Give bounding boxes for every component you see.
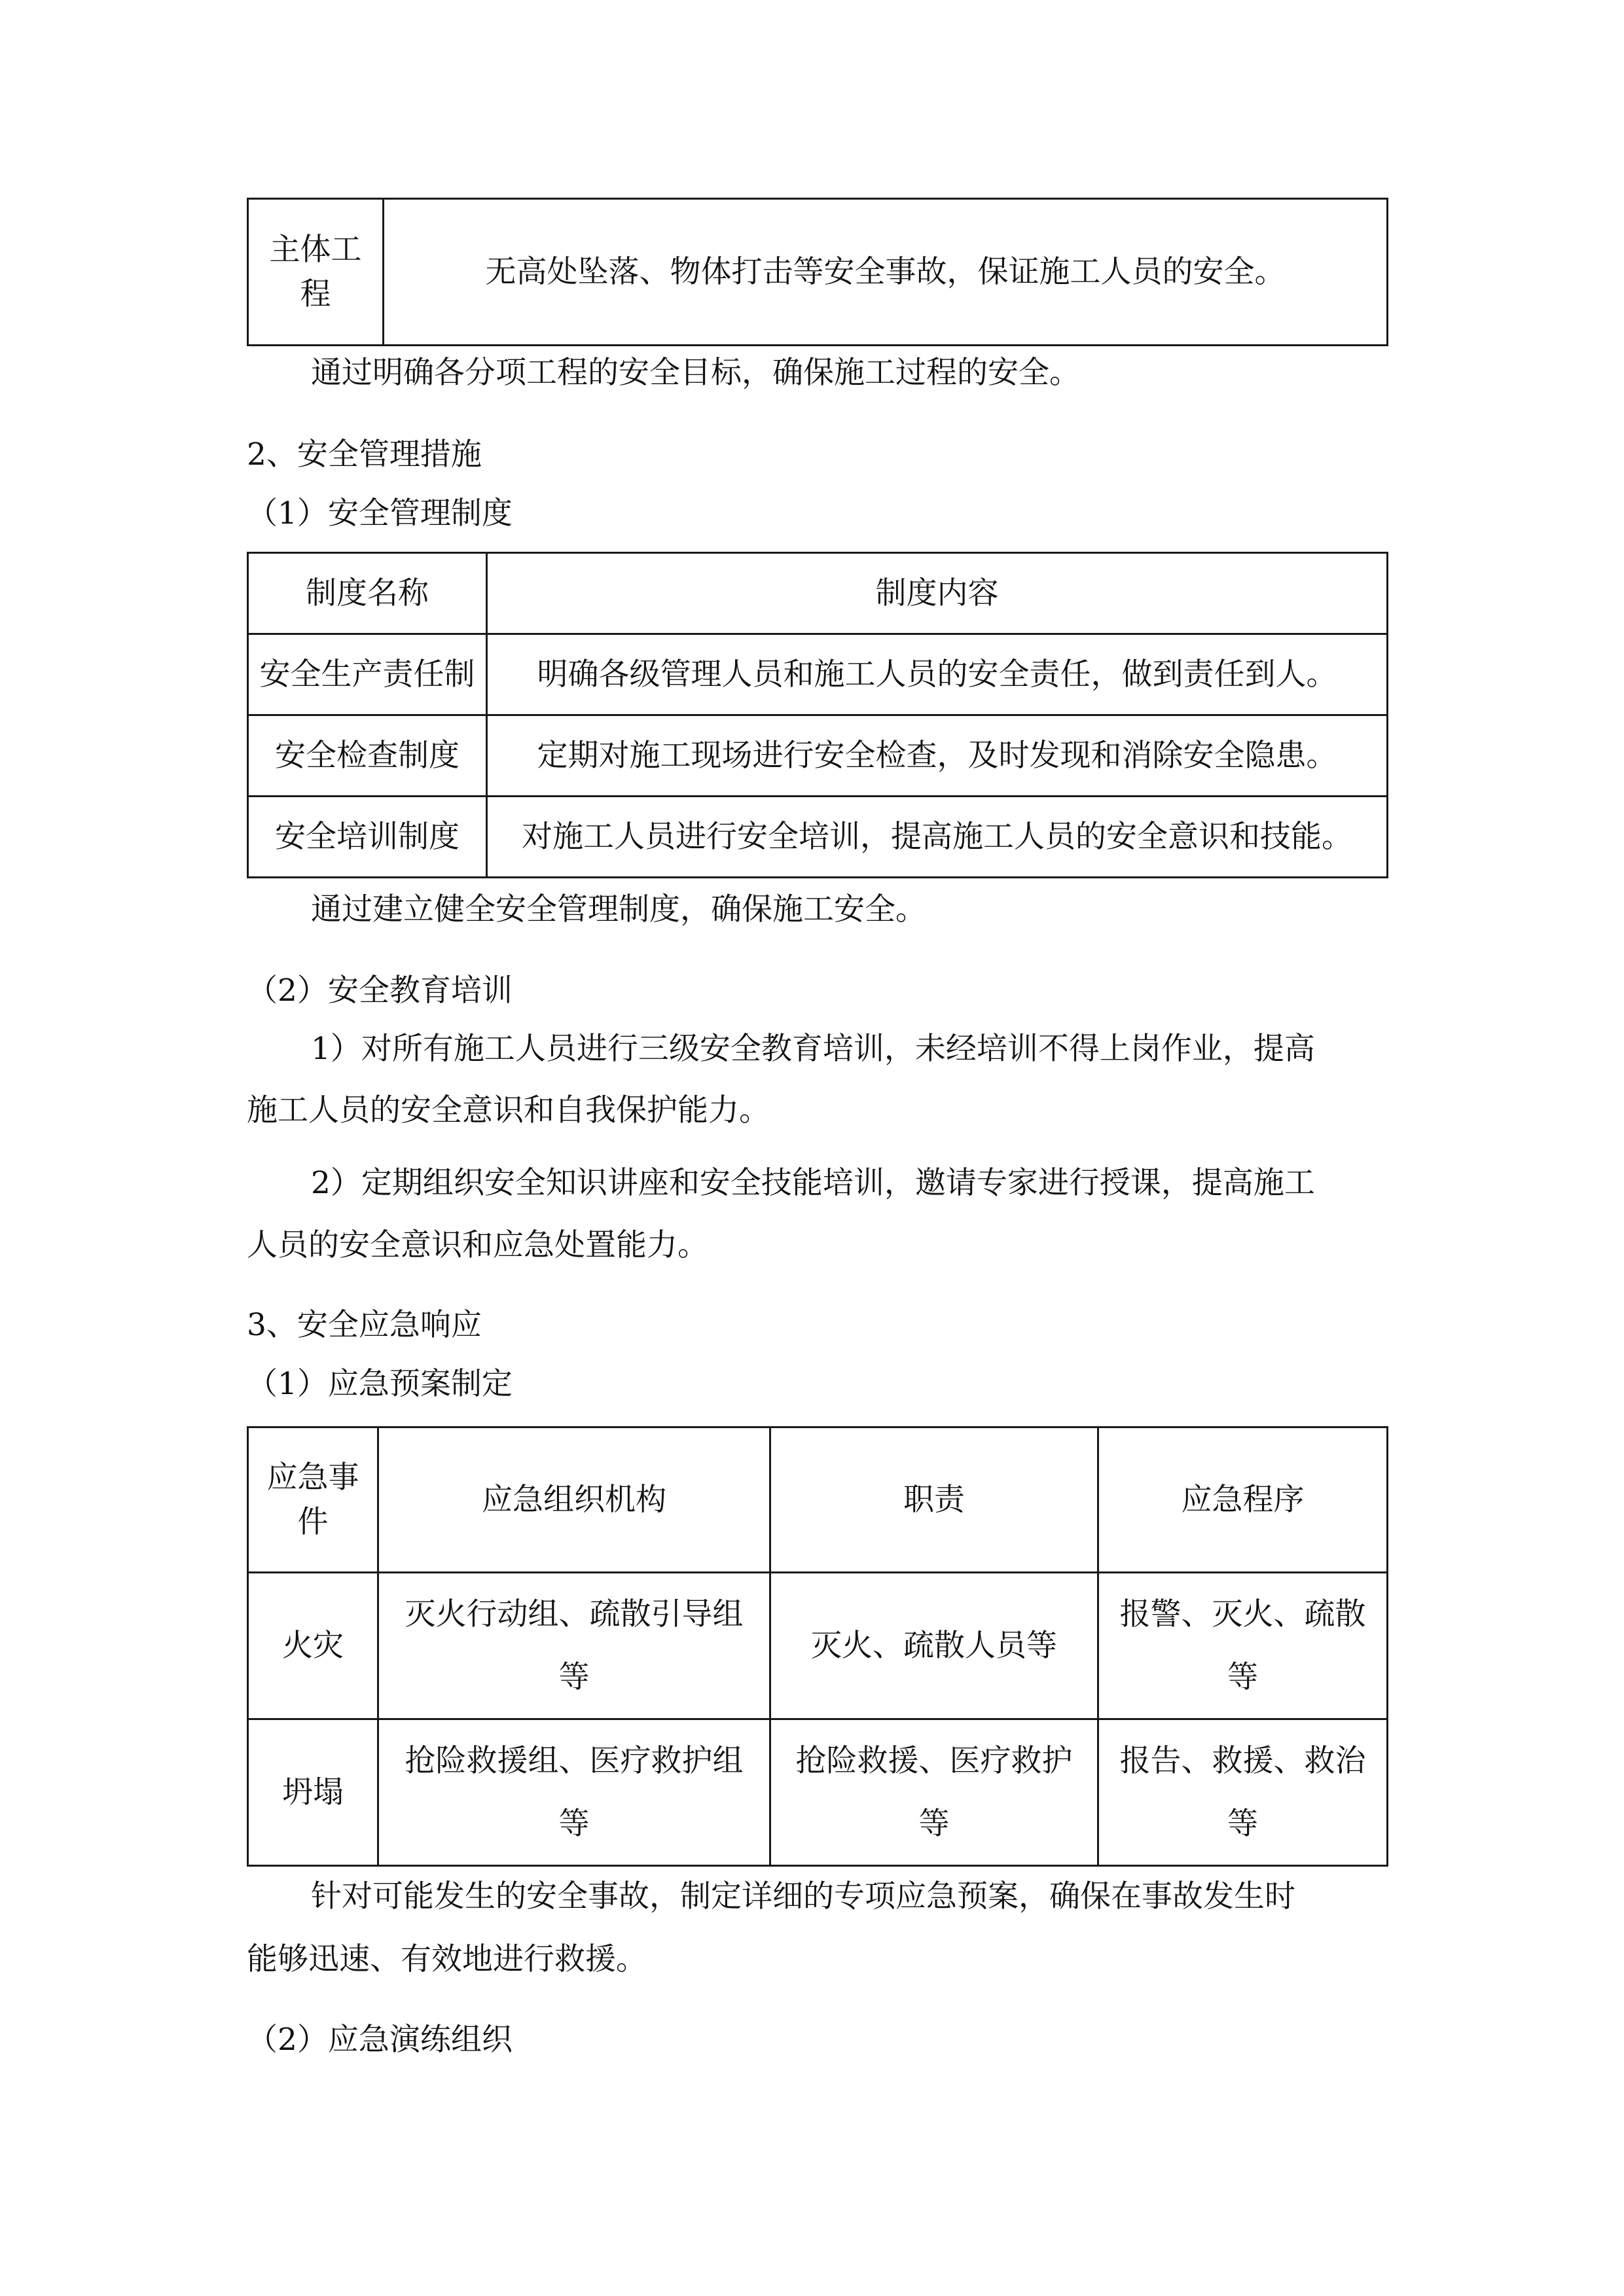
- table-cell: 火灾: [248, 1573, 378, 1719]
- table-cell: 灭火行动组、疏散引导组 等: [378, 1573, 770, 1719]
- table-header-row: [248, 1427, 1388, 1573]
- table-cell: 安全生产责任制: [248, 634, 487, 715]
- subsection-heading: （2）安全教育培训: [247, 973, 513, 1009]
- table-row: [248, 1719, 1388, 1866]
- table-cell: 安全检查制度: [248, 715, 487, 797]
- section-heading: 3、安全应急响应: [247, 1307, 482, 1343]
- system-table: [247, 552, 1388, 878]
- table-cell: 明确各级管理人员和施工人员的安全责任，做到责任到人。: [487, 634, 1388, 715]
- table-header-cell: 应急程序: [1098, 1427, 1388, 1573]
- table-header-cell: 应急组织机构: [378, 1427, 770, 1573]
- paragraph: 通过建立健全安全管理制度，确保施工安全。: [311, 891, 926, 927]
- target-table: [247, 198, 1388, 346]
- table-header-cell: 制度名称: [248, 553, 487, 634]
- subsection-heading: （1）安全管理制度: [247, 495, 513, 531]
- paragraph-line: 针对可能发生的安全事故，制定详细的专项应急预案，确保在事故发生时: [311, 1878, 1295, 1914]
- list-item-line: 2）定期组织安全知识讲座和安全技能培训，邀请专家进行授课，提高施工: [311, 1165, 1315, 1201]
- table-cell: 抢险救援组、医疗救护组 等: [378, 1719, 770, 1866]
- table-cell: 抢险救援、医疗救护 等: [770, 1719, 1098, 1866]
- table-cell: 灭火、疏散人员等: [770, 1573, 1098, 1719]
- table-cell: 对施工人员进行安全培训，提高施工人员的安全意识和技能。: [487, 797, 1388, 878]
- table-header-cell: 制度内容: [487, 553, 1388, 634]
- table-row: [248, 1573, 1388, 1719]
- emergency-table: [247, 1426, 1388, 1867]
- table-header-cell: 应急事 件: [248, 1427, 378, 1573]
- table-row: [248, 715, 1388, 797]
- paragraph: 通过明确各分项工程的安全目标，确保施工过程的安全。: [311, 355, 1080, 391]
- table-row: [248, 199, 1388, 346]
- section-heading: 2、安全管理措施: [247, 437, 482, 473]
- table-row: [248, 797, 1388, 878]
- subsection-heading: （1）应急预案制定: [247, 1366, 513, 1402]
- table-cell: 报警、灭火、疏散 等: [1098, 1573, 1388, 1719]
- table-row: [248, 634, 1388, 715]
- table-cell: 报告、救援、救治 等: [1098, 1719, 1388, 1866]
- list-item-line: 1）对所有施工人员进行三级安全教育培训，未经培训不得上岗作业，提高: [311, 1031, 1315, 1067]
- table-cell: 安全培训制度: [248, 797, 487, 878]
- list-item-line: 施工人员的安全意识和自我保护能力。: [247, 1092, 770, 1128]
- table-cell-content: 无高处坠落、物体打击等安全事故，保证施工人员的安全。: [384, 199, 1388, 346]
- table-header-cell: 职责: [770, 1427, 1098, 1573]
- list-item-line: 人员的安全意识和应急处置能力。: [247, 1227, 708, 1263]
- table-cell: 坍塌: [248, 1719, 378, 1866]
- subsection-heading: （2）应急演练组织: [247, 2022, 513, 2058]
- table-cell-label: 主体工 程: [248, 199, 384, 346]
- table-header-row: [248, 553, 1388, 634]
- table-cell: 定期对施工现场进行安全检查，及时发现和消除安全隐患。: [487, 715, 1388, 797]
- paragraph-line: 能够迅速、有效地进行救援。: [247, 1941, 647, 1977]
